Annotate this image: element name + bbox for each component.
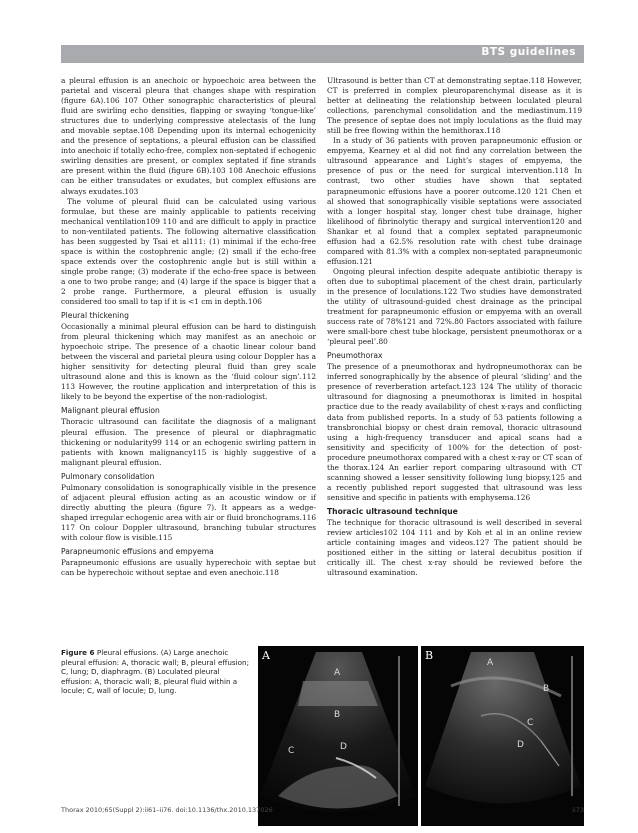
paragraph: The volume of pleural fluid can be calculated using various formulae, but these are mainly applicable to patients receiving mechanical ventilation109 110 and are difficult to apply in practice to non-ventilated patients. The following alternative classification has been suggested by Tsai et al111: (1) minimal if the echo-free space is within the costophrenic angle; (2) small if the echo-free space extends over the costophrenic angle but is still within a single probe range; (3) moderate if the echo-free space is between a one to two probe range; and (4) large if the space is bigger that a 2 probe range. Furthermore, a pleural effusion is usually considered too small to tap if it is <1 cm in depth.106 (61, 196, 316, 307)
section-heading: Parapneumonic effusions and empyema (61, 546, 214, 556)
panel-label: B (543, 684, 550, 694)
right-column (327, 76, 582, 578)
panel-label: D (340, 742, 347, 752)
section-heading: Pleural thickening (61, 311, 129, 321)
section-heading: Pulmonary consolidation (61, 471, 155, 481)
section-heading: Thoracic ultrasound technique (327, 506, 458, 516)
journal-header-bar (61, 45, 584, 63)
figure-caption-text: Pleural effusions. (A) Large anechoic pleural effusion: A, thoracic wall; B, pleural effusion; C, lung; D, diaphragm. (B) Loculated pleural effusion: A, thoracic wall; B, pleural fluid within a locule; C, wall of locule; D, lung. (61, 648, 250, 696)
section-heading: Pneumothorax (327, 351, 383, 361)
paragraph: a pleural effusion is an anechoic or hypoechoic area between the parietal and visceral pleura that changes shape with respiration (figure 6A).106 107 Other sonographic characteristics of pleural fluid are swirling echo densities, flapping or swaying ‘tongue-like’ structures due to underlying compressive atelectasis of the lung and movable septae.108 Depending upon its internal echogenicity and the presence of septations, a pleural effusion can be classified into anechoic if totally echo-free, complex non-septated if echogenic swirling densities are present, or complex septated if fine strands are present within the fluid (figure 6B).103 108 Anechoic effusions can be either transudates or exudates, but complex effusions are always exudates.103 (61, 76, 316, 196)
panel-label: A (334, 668, 341, 678)
ultrasound-panel-a (258, 646, 418, 826)
paragraph: Occasionally a minimal pleural effusion can be hard to distinguish from pleural thickening which may manifest as an anechoic or hypoechoic stripe. The presence of a chaotic linear colour band between the visceral and parietal pleura using colour Doppler has a higher sensitivity for detecting pleural fluid than grey scale ultrasound alone and this is known as the ‘fluid colour sign’.112 113 However, the routine application and interpretation of this is likely to be beyond the expertise of the non-radiologist. (61, 322, 316, 402)
left-column (61, 76, 316, 578)
paragraph: Thoracic ultrasound can facilitate the diagnosis of a malignant pleural effusion. The presence of pleural or diaphragmatic thickening or nodularity99 114 or an echogenic swirling pattern in patients with known malignancy115 is highly suggestive of a malignant pleural effusion. (61, 417, 316, 467)
panel-label: A (487, 658, 494, 668)
panel-tag: A (262, 649, 270, 662)
paragraph: The technique for thoracic ultrasound is well described in several review articles102 104 111 and by Koh et al in an online review article containing images and videos.127 The patient should be positioned either in the sitting or lateral decubitus position if critically ill. The chest x-ray should be reviewed before the ultrasound examination. (327, 517, 582, 578)
paragraph: Ultrasound is better than CT at demonstrating septae.118 However, CT is preferred in complex pleuroparenchymal disease as it is better at delineating the relationship between loculated pleural collections, parenchymal consolidation and the mediastinum.119 The presence of septae does not imply loculations as the fluid may still be free flowing within the hemithorax.118 (327, 76, 582, 136)
figure-caption (61, 648, 251, 696)
page-number: ii73 (572, 806, 584, 814)
ultrasound-image-b (421, 646, 584, 826)
section-label: BTS guidelines (481, 46, 576, 58)
paragraph: Parapneumonic effusions are usually hyperechoic with septae but can be hyperechoic without septae and even anechoic.118 (61, 557, 316, 578)
panel-label: B (334, 710, 341, 720)
footer-citation: Thorax 2010;65(Suppl 2):ii61–ii76. doi:10.1136/thx.2010.137026 (61, 806, 273, 814)
panel-tag: B (425, 649, 434, 662)
panel-label: C (527, 718, 534, 728)
panel-label: D (517, 740, 524, 750)
paragraph: The presence of a pneumothorax and hydropneumothorax can be inferred sonographically by the absence of pleural ‘sliding’ and the presence of reverberation artefact.123 124 The utility of thoracic ultrasound for diagnosing a pneumothorax is limited in hospital practice due to the ready availability of chest x-rays and conflicting data from published reports. In a study of 53 patients following a transbronchial biopsy or chest drain removal, thoracic ultrasound using a high-frequency transducer and apical scans had a sensitivity and specificity of 100% for the detection of post-procedure pneumothorax compared with a chest x-ray or CT scan of the thorax.124 An earlier report comparing ultrasound with CT scanning showed a lesser sensitivity following lung biopsy,125 and a recently published report suggested that ultrasound was less sensitive and specific in patients with emphysema.126 (327, 362, 582, 502)
paragraph: In a study of 36 patients with proven parapneumonic effusion or empyema, Kearney et al did not find any correlation between the ultrasound appearance and Light’s stages of empyema, the presence of pus or the need for surgical intervention.118 In contrast, two other studies have shown that septated parapneumonic effusions have a poorer outcome.120 121 Chen et al showed that sonographically visible septations were associated with a longer hospital stay, longer chest tube drainage, higher likelihood of fibrinolytic therapy and surgical intervention120 and Shankar et al found that a complex septated parapneumonic effusion had a 62.5% resolution rate with chest tube drainage compared with 81.3% with a complex non-septated parapneumonic effusion.121 (327, 136, 582, 266)
paragraph: Ongoing pleural infection despite adequate antibiotic therapy is often due to suboptimal placement of the chest drain, particularly in the presence of loculations.122 Two studies have demonstrated the utility of ultrasound-guided chest drainage as the principal treatment for parapneumonic effusion or empyema with an overall success rate of 78%121 and 72%.80 Factors associated with failure were small-bore chest tube blockage, persistent pneumothorax or a ‘pleural peel’.80 (327, 266, 582, 347)
paragraph: Pulmonary consolidation is sonographically visible in the presence of adjacent pleural effusion acting as an acoustic window or if directly abutting the pleura (figure 7). It appears as a wedge-shaped irregular echogenic area with air or fluid bronchograms.116 117 On colour Doppler ultrasound, branching tubular structures with colour flow is visible.115 (61, 482, 316, 542)
figure-label: Figure 6 (61, 648, 95, 657)
panel-label: C (288, 746, 295, 756)
section-heading: Malignant pleural effusion (61, 406, 160, 416)
ultrasound-panel-b (421, 646, 584, 826)
